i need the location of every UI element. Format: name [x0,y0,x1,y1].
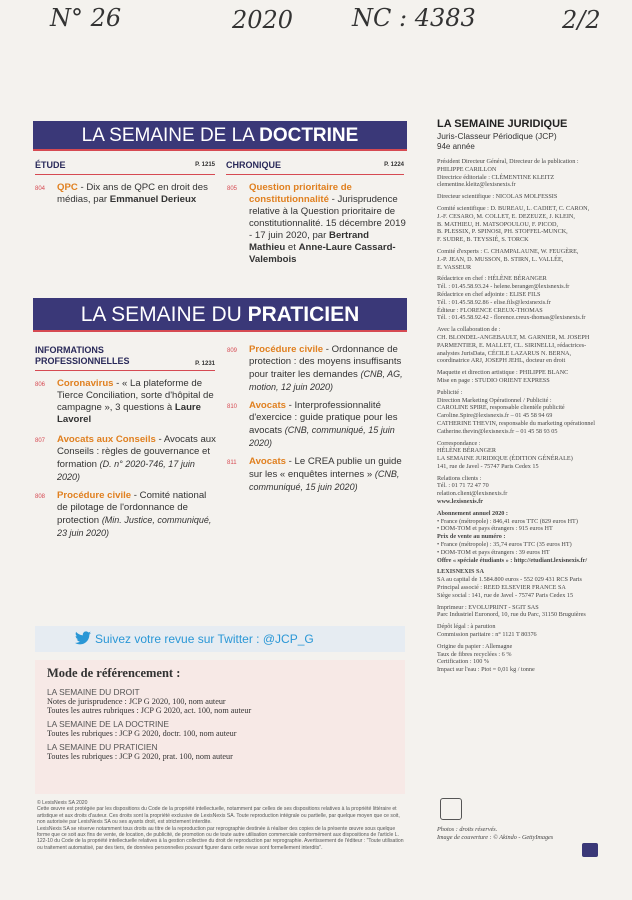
masthead-line: PARMENTIER, E. MALLET, CL. SIRINELLI, rédactrices- [437,341,587,349]
masthead-line: Abonnement annuel 2020 : [437,509,508,517]
masthead-line: CH. BLONDEL-ANGEBAULT, M. GARNIER, M. JOSEPH [437,333,590,341]
ref-group-heading: LA SEMAINE DE LA DOCTRINE [47,719,169,729]
article-808[interactable] [35,490,217,540]
masthead-line: Catherine.thevin@lexisnexis.fr – 01 45 58 93 05 [437,427,558,435]
masthead-line: Avec la collaboration de : [437,326,501,334]
article-text: - Le CREA publie un guide sur les « enquêtes internes » [249,456,402,480]
masthead-line: • DOM-TOM et pays étrangers : 915 euros HT [437,525,553,533]
masthead-line: Principal associé : REED ELSEVIER FRANCE SA [437,584,566,592]
handwritten-page: 2/2 [562,6,601,34]
masthead-line: CATHERINE THEVIN, responsable du marketing opérationnel [437,419,595,427]
masthead-line: PHILIPPE CARILLON [437,165,497,173]
article-804[interactable] [35,182,217,206]
masthead-line: LA SEMAINE JURIDIQUE (ÉDITION GÉNÉRALE) [437,455,573,463]
masthead-line: Président Directeur Général, Directeur de la publication : [437,158,579,165]
masthead-line: CAROLINE SPIRE, responsable clientèle publicité [437,404,565,412]
masthead-line: Relations clients : [437,474,482,482]
article-number: 806 [35,382,46,388]
article-number: 808 [35,494,46,500]
masthead-line: B. MATHIEU, H. MATSOPOULOU, F. PICOD, [437,220,559,228]
legal-paragraph-1: Cette œuvre est protégée par les dispositions du Code de la propriété intellectuelle, notamment par celles de ses dispositions relatives à la propriété littéraire et artistique et aux droits d'auteur. Ces droits sont la propriété exclusive de LexisNexis SA. Toute reproduction intégrale ou partielle, par quelque moyen que ce soit, non autorisée par LexisNexis SA ou ses ayants droit, est strictement interdite. [37,806,400,826]
masthead-line: coordinatrice ARJ, JOSEPH JEHL, docteur en droit [437,357,566,365]
article-source: (CNB, communiqué, 15 juin 2020) [249,469,400,492]
masthead-line: Tél. : 01 71 72 47 70 [437,482,489,490]
article-807[interactable] [35,434,217,484]
masthead-line: Prix de vente au numéro : [437,533,506,541]
etude-rule [35,174,215,175]
referencement-box [35,660,405,794]
article-text: - Dix ans de QPC en droit des médias, par [57,182,208,205]
article-text: - Interprofessionnalité d'exercice : guide pratique pour les avocats [249,400,398,436]
article-author: Laure Lavorel [57,402,202,425]
masthead-line: Tél. : 01.45.58.92.86 - elise.fils@lexisnexis.fr [437,298,551,306]
article-number: 805 [227,186,238,192]
informations-rule [35,370,215,371]
praticien-band [33,298,407,332]
informations-page: P. 1231 [195,361,215,367]
article-source: (Min. Justice, communiqué, 23 juin 2020) [57,515,212,538]
praticien-band-bold: PRATICIEN [247,303,360,326]
masthead-line: HÉLÈNE BÉRANGER [437,447,496,455]
etude-heading-label: ÉTUDE [35,160,66,170]
article-title: Coronavirus [57,378,114,389]
article-number: 807 [35,438,46,444]
ref-group-praticien [47,742,393,761]
etude-heading [35,160,215,170]
masthead-line: Maquette et direction artistique : PHILIPPE BLANC [437,369,569,377]
article-806[interactable] [35,378,217,426]
masthead-line: • DOM-TOM et pays étrangers : 39 euros HT [437,548,550,556]
article-title: Procédure civile [57,490,132,501]
article-811[interactable] [227,456,407,494]
masthead-line: Mise en page : STUDIO ORIENT EXPRESS [437,376,550,384]
masthead-line: Imprimeur : EVOLUPRINT - SGIT SAS [437,603,539,611]
chronique-heading [226,160,404,170]
article-805[interactable] [227,182,407,266]
chronique-rule [226,174,404,175]
masthead-year: 94e année [437,142,475,151]
article-number: 811 [227,460,237,466]
article-title: Avocats [249,456,286,467]
masthead-line: Éditeur : FLORENCE CREUX-THOMAS [437,306,543,314]
masthead-title: LA SEMAINE JURIDIQUE [437,118,568,130]
masthead-line: Comité d'experts : C. CHAMPALAUNE, W. FEUGÈRE, [437,247,579,255]
twitter-banner[interactable] [35,626,405,652]
legal-paragraph-2: LexisNexis SA se réserve notamment tous droits au titre de la reproduction par reprographie destinée à réaliser des copies de la présente œuvre sous quelque forme que ce soit aux fins de vente, de location, de publicité, de promotion ou de toute autre utilisation commerciale conformément aux dispositions de l'article L. 122-10 du Code de la propriété intellectuelle relatives à la gestion collective du droit de reproduction par reprographie. Avertissement de l'éditeur : "Toute utilisation ou traitement automatisé, par des tiers, de données personnelles pouvant figurer dans cette revue sont formellement interdits". [37,825,404,851]
cover-credit: Image de couverture : © Akindo - GettyImages [437,833,554,841]
article-title: Procédure civile [249,344,324,355]
article-source: (D. n° 2020-746, 17 juin 2020) [57,459,195,482]
ref-group-heading: LA SEMAINE DU PRATICIEN [47,742,158,752]
ref-group-heading: LA SEMAINE DU DROIT [47,687,140,697]
ref-line: Notes de jurisprudence : JCP G 2020, 100, nom auteur [47,697,226,706]
ref-line: Toutes les rubriques : JCP G 2020, doctr. 100, nom auteur [47,729,237,738]
masthead-line: Tél. : 01.45.58.93.24 - helene.beranger@lexisnexis.fr [437,283,570,291]
masthead-line: LEXISNEXIS SA [437,568,484,576]
masthead-line: Tél. : 01.45.58.92.42 - florence.creux-thomas@lexisnexis.fr [437,314,586,322]
masthead-line: J.-F. CESARO, M. COLLET, E. DEZEUZE, J. KLEIN, [437,212,575,220]
handwritten-year: 2020 [232,6,294,34]
masthead-line: Correspondance : [437,439,481,447]
handwritten-issue-number: N° 26 [50,4,122,32]
masthead-credits [437,158,627,674]
masthead-line: SA au capital de 1.584.800 euros - 552 029 431 RCS Paris [437,576,582,584]
doctrine-band [33,121,407,151]
masthead-line: Taux de fibres recyclées : 6 % [437,650,512,658]
handwritten-nc-number: NC : 4383 [352,4,476,32]
masthead-line: B. PLESSIX, P. SPINOSI, PH. STOFFEL-MUNCK, [437,228,568,236]
article-809[interactable] [227,344,407,394]
ref-group-doctrine [47,719,393,738]
masthead-line: Rédactrice en chef : HÉLÈNE BÉRANGER [437,275,547,283]
masthead-line: Impact sur l'eau : Ptot = 0,01 kg / tonne [437,666,535,674]
ref-line: Toutes les rubriques : JCP G 2020, prat. 100, nom auteur [47,752,233,761]
twitter-bird-icon [75,626,91,652]
masthead-line: E. VASSEUR [437,263,472,271]
masthead-line: www.lexisnexis.fr [437,498,484,506]
masthead-line: Rédactrice en chef adjointe : ELISE FILS [437,290,541,298]
article-author: Bertrand Mathieu [249,230,369,253]
etude-page: P. 1215 [195,162,215,168]
article-number: 810 [227,404,238,410]
masthead-line: • France (métropole) : 846,41 euros TTC (829 euros HT) [437,517,578,525]
copyright: © LexisNexis SA 2020 [37,800,88,806]
praticien-band-prefix: LA SEMAINE DU [80,303,248,326]
masthead-line: Certification : 100 % [437,658,490,666]
chronique-heading-label: CHRONIQUE [226,160,282,170]
photos-credit: Photos : droits réservés. [437,826,498,833]
masthead-line: • France (métropole) : 35,74 euros TTC (35 euros HT) [437,541,572,549]
article-title: Question prioritaire de constitutionnalité [249,182,352,205]
masthead-line: J.-P. JEAN, D. MUSSON, B. STIRN, L. VALLÉE, [437,255,564,263]
article-number: 809 [227,348,238,354]
article-source: (CNB, communiqué, 15 juin 2020) [249,425,395,448]
article-source: (CNB, AG, motion, 12 juin 2020) [249,369,403,392]
masthead-line: Direction Marketing Opérationnel / Publicité : [437,396,552,404]
article-text: - Jurisprudence relative à la Question prioritaire de constitutionnalité. 15 décembre 2019 - 17 juin 2020, par [249,194,406,241]
masthead-subtitle: Juris-Classeur Périodique (JCP) [437,131,557,141]
article-text: - Comité national de pilotage de l'ordonnance de protection [57,490,207,526]
twitter-text: Suivez votre revue sur Twitter : @JCP_G [95,632,314,646]
doctrine-band-prefix: LA SEMAINE DE LA [81,125,260,146]
article-title: QPC [57,182,78,193]
legal-notice [37,800,407,851]
masthead-line: Directeur scientifique : NICOLAS MOLFESSIS [437,193,558,201]
masthead-line: Directrice éditoriale : CLÉMENTINE KLEITZ [437,173,555,181]
article-number: 804 [35,186,46,192]
article-author-2: Anne-Laure Cassard-Valembois [249,242,396,265]
masthead-line: Dépôt légal : à parution [437,623,496,631]
masthead-line: Offre « spéciale étudiants » : http://etudiant.lexisnexis.fr/ [437,556,588,564]
masthead-line: clementine.kleitz@lexisnexis.fr [437,181,516,189]
article-author: Emmanuel Derieux [109,194,197,205]
masthead-line: 141, rue de Javel - 75747 Paris Cedex 15 [437,462,539,470]
masthead-line: analystes JurisData, CÉCILE LAZARUS N. BERNA, [437,349,572,357]
ref-group-droit [47,687,393,715]
masthead-line: Origine du papier : Allemagne [437,642,513,650]
recycle-logo [440,798,462,820]
article-810[interactable] [227,400,407,450]
photo-credits [437,826,627,842]
article-title: Avocats [249,400,286,411]
article-text: - « La plateforme de Tierce Conciliation, sorte d'hôpital de campagne », 3 questions à [57,378,214,413]
informations-heading-label: INFORMATIONS PROFESSIONNELLES [35,345,130,366]
doctrine-band-bold: DOCTRINE [259,125,359,146]
masthead-line: relation.client@lexisnexis.fr [437,490,508,498]
masthead-line: Caroline.Spire@lexisnexis.fr – 01 45 58 94 69 [437,412,553,420]
masthead-line: F. SUDRE, B. TEYSSIÉ, S. TORCK [437,236,529,244]
masthead-line: Commission paritaire : n° 1121 T 80376 [437,631,537,639]
referencement-title: Mode de référencement : [47,666,181,680]
article-title: Avocats aux Conseils [57,434,156,445]
informations-heading [35,345,215,367]
article-text: - Avocats aux Conseils : règles de gouvernance et formation [57,434,216,470]
ref-line: Toutes les autres rubriques : JCP G 2020, act. 100, nom auteur [47,706,252,715]
masthead-line: Parc Industriel Euronord, 10, rue du Parc, 31150 Bruguières [437,611,586,619]
publisher-logo [582,843,598,857]
masthead-line: Comité scientifique : D. BUREAU, L. CADIET, C. CARON, [437,204,590,212]
chronique-page: P. 1224 [384,162,404,168]
masthead-line: Publicité : [437,388,463,396]
article-text: - Ordonnance de protection : des moyens insuffisants pour traiter les demandes [249,344,402,380]
article-and: et [285,242,299,253]
masthead-line: Siège social : 141, rue de Javel - 75747 Paris Cedex 15 [437,591,574,599]
